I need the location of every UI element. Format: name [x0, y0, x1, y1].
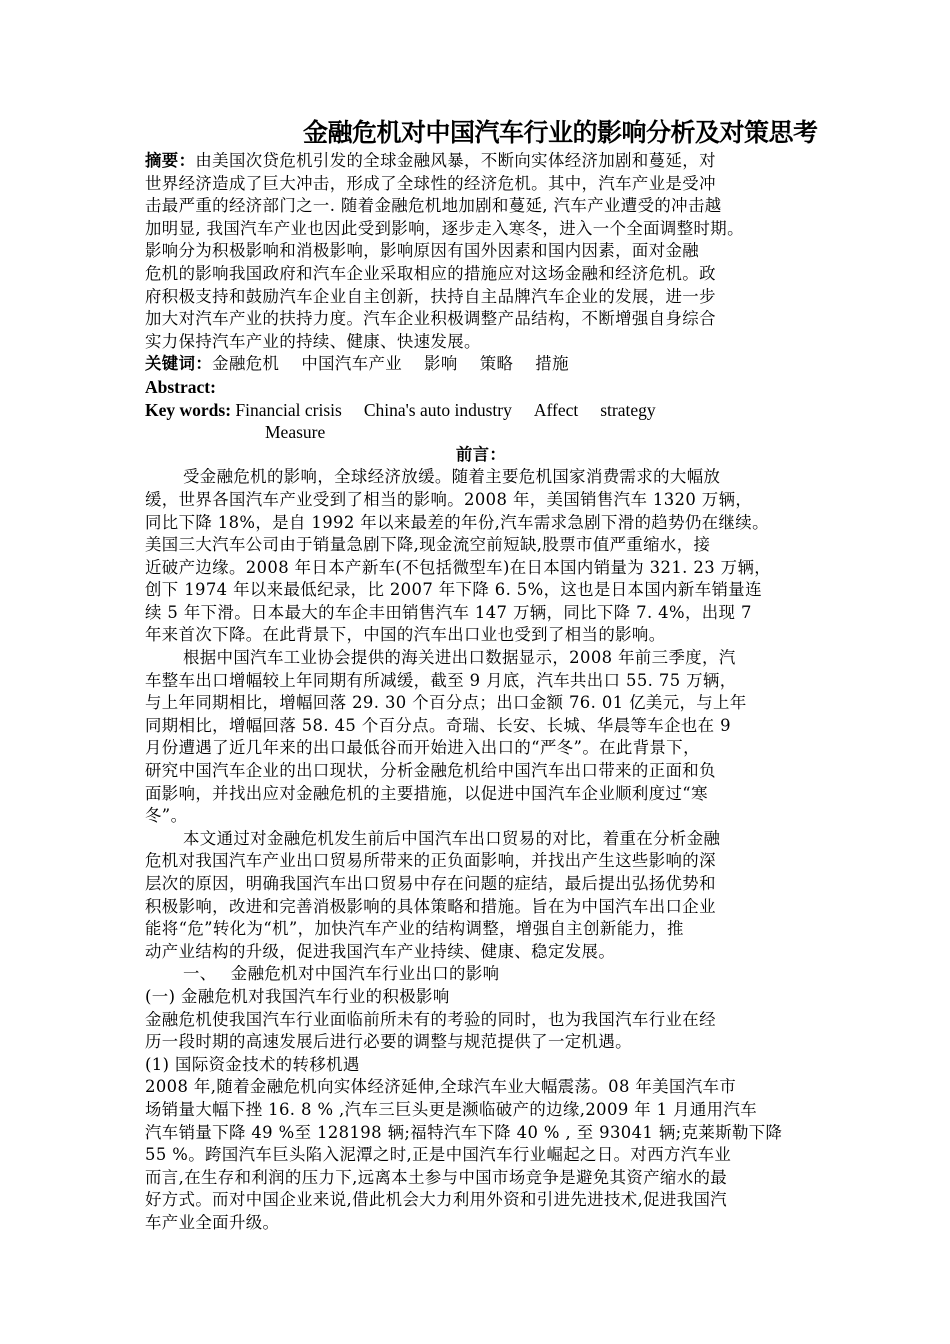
keyword-en: strategy	[600, 399, 656, 420]
keyword-en: Financial crisis	[235, 399, 342, 420]
paragraph-line: 续 5 年下滑。日本最大的车企丰田销售汽车 147 万辆，同比下降 7. 4%，出现 7	[145, 602, 752, 622]
paragraph-line: 汽车销量下降 49 %至 128198 辆;福特汽车下降 40 % , 至 93041 辆;克莱斯勒下降	[145, 1122, 783, 1142]
paragraph-line: 55 %。跨国汽车巨头陷入泥潭之时,正是中国汽车行业崛起之日。对西方汽车业	[145, 1145, 732, 1165]
paragraph-line: 层次的原因，明确我国汽车出口贸易中存在问题的症结，最后提出弘扬优势和	[145, 874, 716, 893]
keywords-en-line	[145, 399, 817, 422]
paragraph-line: 面影响，并找出应对金融危机的主要措施，以促进中国汽车企业顺利度过“寒	[145, 783, 708, 803]
keyword: 策略	[479, 354, 514, 374]
document-page	[145, 116, 817, 1235]
abstract-line: 加大对汽车产业的扶持力度。汽车企业积极调整产品结构，不断增强自身综合	[145, 309, 716, 329]
keyword: 影响	[424, 354, 458, 374]
paragraph-line: 创下 1974 年以来最低纪录，比 2007 年下降 6. 5%，这也是日本国内新车销量连	[145, 580, 762, 600]
abstract-section	[145, 150, 817, 353]
document-title: 金融危机对中国汽车行业的影响分析及对策思考	[303, 118, 818, 147]
paragraph-line: 同期相比，增幅回落 58. 45 个百分点。奇瑞、长安、长城、华晨等车企也在 9	[145, 715, 731, 735]
paragraph-line: 本文通过对金融危机发生前后中国汽车出口贸易的对比，着重在分析金融	[183, 828, 721, 848]
paragraph-line: 而言,在生存和利润的压力下,远离本土参与中国市场竞争是避免其资产缩水的最	[145, 1167, 728, 1187]
paragraph-line: 历一段时期的高速发展后进行必要的调整与规范提供了一定机遇。	[145, 1032, 632, 1052]
keyword: 金融危机	[212, 354, 280, 374]
keyword: 措施	[535, 354, 569, 374]
item-heading: (1) 国际资金技术的转移机遇	[145, 1054, 360, 1074]
abstract-line: 加明显, 我国汽车产业也因此受到影响，逐步走入寒冬，进入一个全面调整时期。	[145, 218, 744, 238]
keyword-en: Measure	[265, 422, 326, 443]
paragraph-line: 根据中国汽车工业协会提供的海关进出口数据显示，2008 年前三季度，汽	[183, 648, 736, 668]
abstract-line: 世界经济造成了巨大冲击，形成了全球性的经济危机。其中，汽车产业是受冲	[145, 173, 716, 193]
paragraph-line: 冬”。	[145, 806, 188, 826]
paragraph-line: 车整车出口增幅较上年同期有所减缓，截至 9 月底，汽车共出口 55. 75 万辆，	[145, 670, 737, 690]
abstract-line: 府积极支持和鼓励汽车企业自主创新，扶持自主品牌汽车企业的发展，进一步	[145, 286, 716, 306]
keyword: 中国汽车产业	[301, 354, 403, 374]
preface-heading: 前言：	[455, 444, 507, 464]
paragraph-line: 缓，世界各国汽车产业受到了相当的影响。2008 年，美国销售汽车 1320 万辆，	[145, 489, 753, 509]
paragraph	[145, 647, 817, 828]
paragraph-line: 动产业结构的升级，促进我国汽车产业持续、健康、稳定发展。	[145, 941, 616, 961]
paragraph	[145, 466, 817, 647]
paragraph	[145, 828, 817, 964]
keywords-label: 关键词：	[145, 354, 213, 374]
paragraph-line: 近破产边缘。2008 年日本产新车(不包括微型车)在日本国内销量为 321. 23 万辆，	[145, 557, 772, 577]
paragraph-line: 场销量大幅下挫 16. 8 % ,汽车三巨头更是濒临破产的边缘,2009 年 1 月通用汽车	[145, 1099, 758, 1119]
abstract-line: 实力保持汽车产业的持续、健康、快速发展。	[145, 331, 481, 351]
abstract-line: 危机的影响我国政府和汽车企业采取相应的措施应对这场金融和经济危机。政	[145, 263, 716, 283]
keyword-en: China's auto industry	[363, 399, 512, 420]
keyword-en: Affect	[533, 399, 579, 420]
paragraph-line: 危机对我国汽车产业出口贸易所带来的正负面影响，并找出产生这些影响的深	[145, 851, 716, 871]
paragraph-line: 车产业全面升级。	[145, 1212, 280, 1232]
paragraph-line: 积极影响，改进和完善消极影响的具体策略和措施。旨在为中国汽车出口企业	[145, 896, 716, 916]
paragraph-line: 受金融危机的影响，全球经济放缓。随着主要危机国家消费需求的大幅放	[183, 467, 721, 487]
paragraph-line: 金融危机使我国汽车行业面临前所未有的考验的同时，也为我国汽车行业在经	[145, 1009, 716, 1029]
paragraph-line: 好方式。而对中国企业来说,借此机会大力利用外资和引进先进技术,促进我国汽	[145, 1190, 728, 1210]
paragraph-line: 2008 年,随着金融危机向实体经济延伸,全球汽车业大幅震荡。08 年美国汽车市	[145, 1077, 737, 1097]
paragraph	[145, 1009, 817, 1054]
keywords-en-label: Key words:	[145, 399, 232, 420]
abstract-label: 摘要：	[145, 151, 196, 170]
section-heading: 一、 金融危机对中国汽车行业出口的影响	[183, 964, 500, 984]
abstract-line: 由美国次贷危机引发的全球金融风暴，不断向实体经济加剧和蔓延，对	[195, 151, 716, 170]
abstract-line: 影响分为积极影响和消极影响，影响原因有国外因素和国内因素，面对金融	[145, 241, 700, 261]
paragraph-line: 同比下降 18%，是自 1992 年以来最差的年份,汽车需求急剧下滑的趋势仍在继续。	[145, 512, 769, 532]
paragraph-line: 研究中国汽车企业的出口现状，分析金融危机给中国汽车出口带来的正面和负	[145, 761, 716, 781]
paragraph-line: 能将“危”转化为“机”，加快汽车产业的结构调整，增强自主创新能力，推	[145, 919, 684, 939]
abstract-en-label: Abstract:	[145, 376, 216, 397]
subsection-heading: (一) 金融危机对我国汽车行业的积极影响	[145, 986, 450, 1006]
paragraph-line: 年来首次下降。在此背景下，中国的汽车出口业也受到了相当的影响。	[145, 625, 666, 645]
keywords-line	[145, 353, 817, 376]
paragraph-line: 美国三大汽车公司由于销量急剧下降,现金流空前短缺,股票市值严重缩水，接	[145, 535, 711, 555]
paragraph	[145, 1076, 817, 1234]
abstract-line: 击最严重的经济部门之一. 随着金融危机地加剧和蔓延, 汽车产业遭受的冲击越	[145, 196, 722, 216]
paragraph-line: 月份遭遇了近几年来的出口最低谷而开始进入出口的“严冬”。在此背景下，	[145, 738, 700, 758]
paragraph-line: 与上年同期相比，增幅回落 29. 30 个百分点；出口金额 76. 01 亿美元，与上年	[145, 693, 747, 713]
